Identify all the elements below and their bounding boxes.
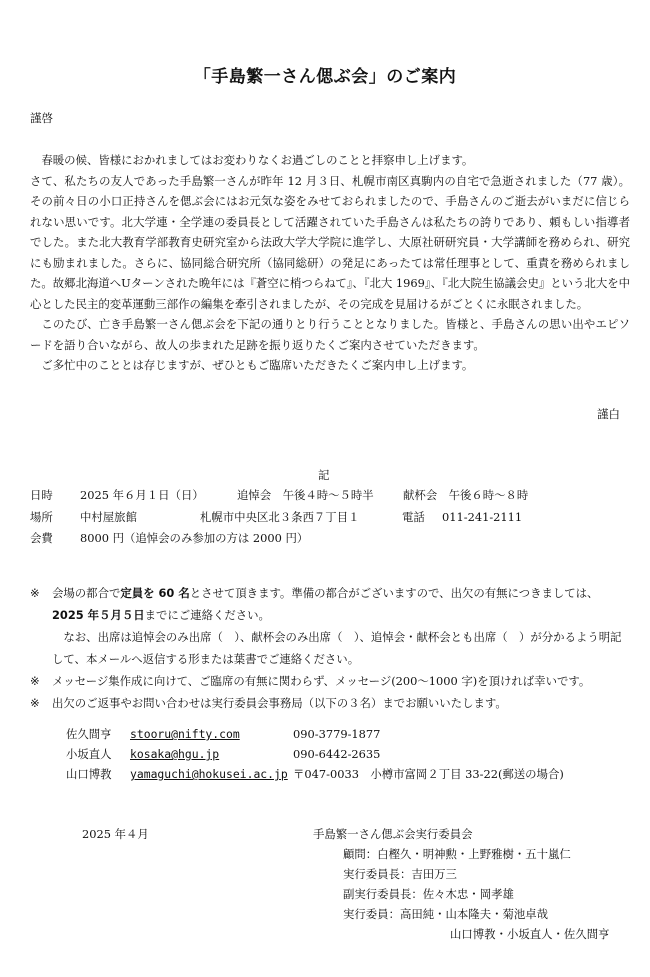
fee-value: 8000 円（追悼会のみ参加の方は 2000 円） bbox=[80, 531, 309, 545]
body-paragraph-2: さて、私たちの友人であった手島繁一さんが昨年 12 月３日、札幌市南区真駒内の自宅で急逝されました（77 歳）。その前々日の小口正持さんを偲ぶ会にはお元気な姿をみせておられましたので、手島さんのご逝去がいまだに信じられない思いです。北大学連・全学連の委員長として活躍されていた手島さんは私たちの誇りであり、頼もしい指導者でした。また北大教育学部教育史研究室から法政大学大学院に進学し、大原社研研究員・大学講師を務められ、研究にも励まれました。さらに、協同総合研究所（協同総研）の発足にあったては常任理事として、重責を務められました。故郷北海道へUターンされた晩年には『蒼空に梢つらねて』、『北大 1969』、『北大院生協議会史』という北大を中心とした民主的変革運動三部作の編集を牽引されましたが、その完成を見届けるがごとくに永眠されました。 bbox=[30, 173, 630, 311]
contact-email[interactable]: kosaka@hgu.jp bbox=[130, 747, 220, 761]
members-line-2: 山口博教・小坂直人・佐久間亨 bbox=[450, 927, 610, 941]
note-3-text: 出欠のご返事やお問い合わせは実行委員会事務局（以下の３名）までお願いいたします。 bbox=[52, 696, 507, 710]
contact-phone: 090-3779-1877 bbox=[293, 727, 381, 741]
contact-email[interactable]: yamaguchi@hokusei.ac.jp bbox=[130, 767, 288, 781]
contact-row bbox=[66, 765, 112, 784]
date-label: 日時 bbox=[30, 488, 53, 502]
contact-phone: 090-6442-2635 bbox=[293, 747, 381, 761]
contact-row bbox=[66, 725, 112, 744]
body-paragraph-3: このたび、亡き手島繁一さん偲ぶ会を下記の通りとり行うこととなりました。皆様と、手島さんの思い出やエピソードを語り合いながら、故人の歩まれた足跡を振り返りたくご案内させていただきます。 bbox=[30, 317, 630, 352]
contact-name: 小坂直人 bbox=[66, 747, 112, 761]
note-mark: ※ bbox=[30, 586, 40, 600]
committee-name: 手島繁一さん偲ぶ会実行委員会 bbox=[313, 827, 473, 841]
body-paragraph-4: ご多忙中のこととは存じますが、ぜひともご臨席いただきたくご案内申し上げます。 bbox=[41, 358, 474, 372]
place-label: 場所 bbox=[30, 510, 53, 524]
note-1-text-a: 会場の都合で bbox=[52, 586, 121, 600]
note-3 bbox=[30, 692, 630, 714]
contact-name: 山口博教 bbox=[66, 767, 112, 781]
note-1-capacity: 定員を 60 名 bbox=[120, 586, 190, 600]
place-address: 札幌市中央区北３条西７丁目１ bbox=[200, 510, 360, 524]
contact-address: 〒047-0033 小樽市富岡２丁目 33-22(郵送の場合) bbox=[293, 767, 564, 781]
footer-date: 2025 年４月 bbox=[82, 827, 149, 841]
phone-value: 011-241-2111 bbox=[442, 510, 523, 524]
place-name: 中村屋旅館 bbox=[80, 510, 137, 524]
note-1-detail: なお、出席は追悼会のみ出席（ ）、献杯会のみ出席（ ）、追悼会・献杯会とも出席（ ）が分かるよう明記して、本メールへ返信する形または葉書でご連絡ください。 bbox=[52, 630, 622, 666]
toast-time: 献杯会 午後６時〜８時 bbox=[403, 488, 529, 502]
note-mark: ※ bbox=[30, 674, 40, 688]
page-title: 「手島繁一さん偲ぶ会」のご案内 bbox=[193, 67, 457, 87]
memorial-time: 追悼会 午後４時〜５時半 bbox=[237, 488, 374, 502]
letter-body bbox=[30, 150, 630, 376]
note-2-text: メッセージ集作成に向けて、ご臨席の有無に関わらず、メッセージ(200〜1000 字)を頂ければ幸いです。 bbox=[52, 674, 591, 688]
advisors: 顧問：白樫久・明神勲・上野雅樹・五十嵐仁 bbox=[343, 847, 571, 861]
note-2 bbox=[30, 670, 630, 692]
members-line-1: 実行委員：高田純・山本隆夫・菊池卓哉 bbox=[343, 907, 549, 921]
contact-row bbox=[66, 745, 112, 764]
notes-block bbox=[30, 582, 630, 714]
note-1-text-e: までにご連絡ください。 bbox=[144, 608, 270, 622]
note-1-text-c: とさせて頂きます。準備の都合がございますので、出欠の有無につきましては、 bbox=[189, 586, 599, 600]
vice-chair: 副実行委員長：佐々木忠・岡孝雄 bbox=[343, 887, 514, 901]
note-mark: ※ bbox=[30, 696, 40, 710]
fee-label: 会費 bbox=[30, 531, 53, 545]
contact-email[interactable]: stooru@nifty.com bbox=[130, 727, 240, 741]
ki-heading: 記 bbox=[318, 468, 330, 482]
note-1 bbox=[30, 582, 630, 670]
phone-label: 電話 bbox=[402, 510, 425, 524]
opening-salutation: 謹啓 bbox=[30, 111, 53, 125]
chair: 実行委員長：吉田万三 bbox=[343, 867, 457, 881]
note-1-deadline: 2025 年５月５日 bbox=[52, 608, 145, 622]
body-paragraph-1: 春暖の候、皆様におかれましてはお変わりなくお過ごしのことと拝察申し上げます。 bbox=[41, 153, 474, 167]
contact-name: 佐久間亨 bbox=[66, 727, 112, 741]
date-value: 2025 年６月１日（日） bbox=[80, 488, 204, 502]
closing-salutation: 謹白 bbox=[597, 407, 620, 421]
